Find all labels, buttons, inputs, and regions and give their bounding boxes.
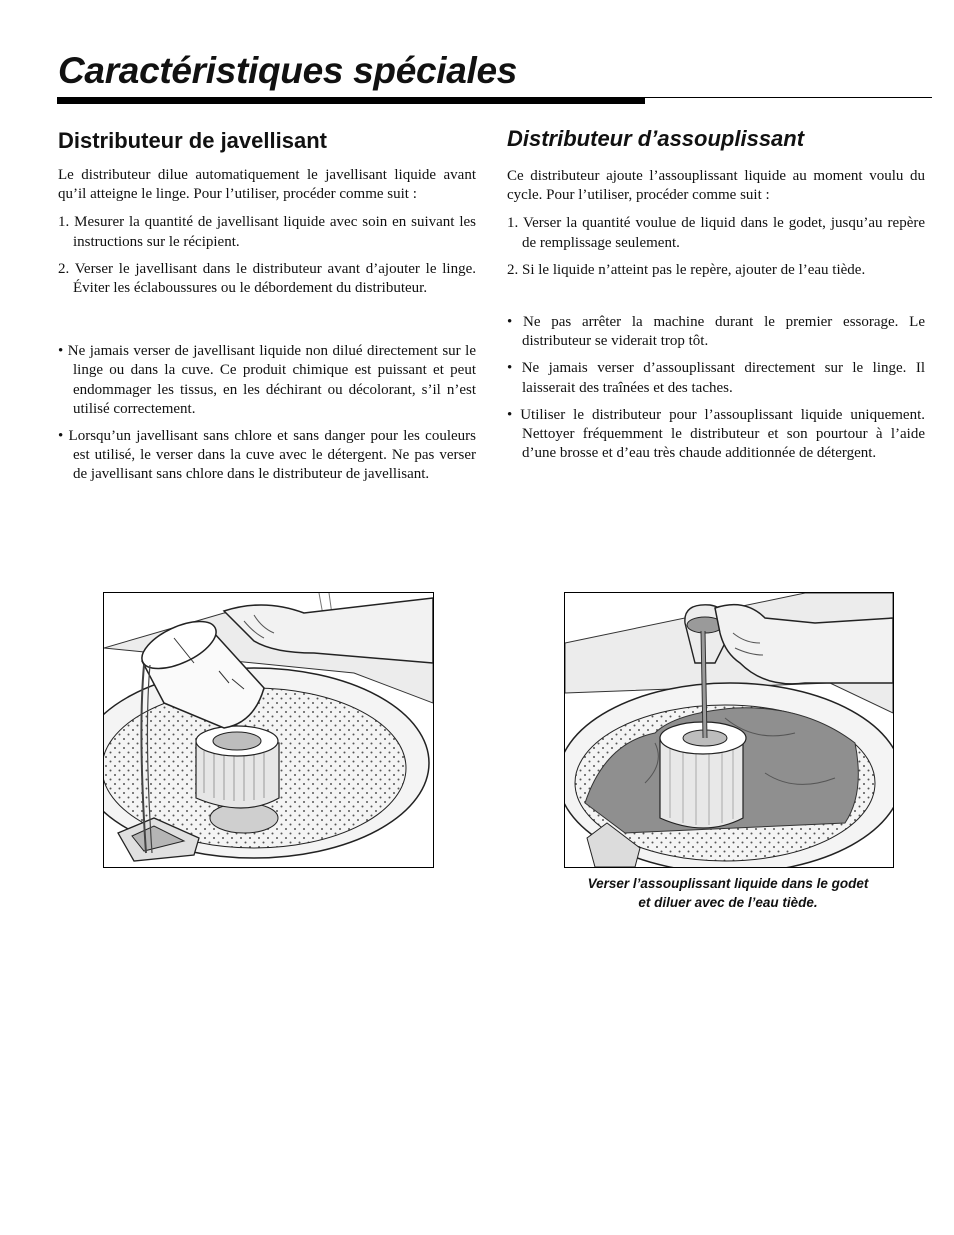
bleach-illustration-drawing [104,593,433,867]
bleach-steps [58,213,476,298]
softener-intro: Ce distributeur ajoute l’assouplissant liquide au moment voulu du cycle. Pour l’utiliser, procéder comme suit : [507,168,925,204]
page-title: Caractéristiques spéciales [58,50,518,91]
bleach-note-2: • Lorsqu’un javellisant sans chlore et sans danger pour les couleurs est utilisé, le verser dans la cuve avec le détergent. Ne pas verser de javellisant sans chlore dans le distributeur de javellisant. [58,428,476,483]
softener-step-2: 2. Si le liquide n’atteint pas le repère, ajouter de l’eau tiède. [507,261,866,278]
softener-steps [507,214,925,280]
bleach-dispenser-section [58,126,476,485]
softener-pouring-illustration [564,592,894,868]
bleach-step-2: 2. Verser le javellisant dans le distributeur avant d’ajouter le linge. Éviter les éclaboussures ou le débordement du distributeur. [58,260,476,297]
softener-figure-caption [560,874,896,912]
title-rule-thin [645,97,932,98]
softener-dispenser-section [507,126,925,463]
bleach-pouring-illustration [103,592,434,868]
softener-note-3: • Utiliser le distributeur pour l’assouplissant liquide uniquement. Nettoyer fréquemment le distributeur et son pourtour à l’aide d’une brosse et d’eau très chaude additionnée de détergent. [507,406,925,462]
bleach-step-1: 1. Mesurer la quantité de javellisant liquide avec soin en suivant les instructions sur le récipient. [58,214,476,250]
softener-notes [507,313,925,463]
bleach-note-1: • Ne jamais verser de javellisant liquide non dilué directement sur le linge ou dans la cuve. Ce produit chimique est puissant et peut endommager les tissus, en les déchirant ou décolorant, s’il n’est utilisé correctement. [58,343,476,417]
caption-line-2: et diluer avec de l’eau tiède. [638,895,818,910]
bleach-heading: Distributeur de javellisant [58,128,327,153]
softener-note-2: • Ne jamais verser d’assouplissant directement sur le linge. Il laisserait des traînées et des taches. [507,360,925,396]
softener-heading: Distributeur d’assouplissant [507,126,805,151]
bleach-intro: Le distributeur dilue automatiquement le javellisant liquide avant qu’il atteigne le linge. Pour l’utiliser, procéder comme suit : [58,167,476,203]
caption-line-1: Verser l’assouplissant liquide dans le godet [587,876,869,891]
softener-note-1: • Ne pas arrêter la machine durant le premier essorage. Le distributeur se viderait trop tôt. [507,314,925,350]
title-rule-thick [57,97,645,104]
softener-step-1: 1. Verser la quantité voulue de liquid dans le godet, jusqu’au repère de remplissage seulement. [507,215,925,251]
softener-illustration-drawing [565,593,893,867]
bleach-notes [58,342,476,484]
